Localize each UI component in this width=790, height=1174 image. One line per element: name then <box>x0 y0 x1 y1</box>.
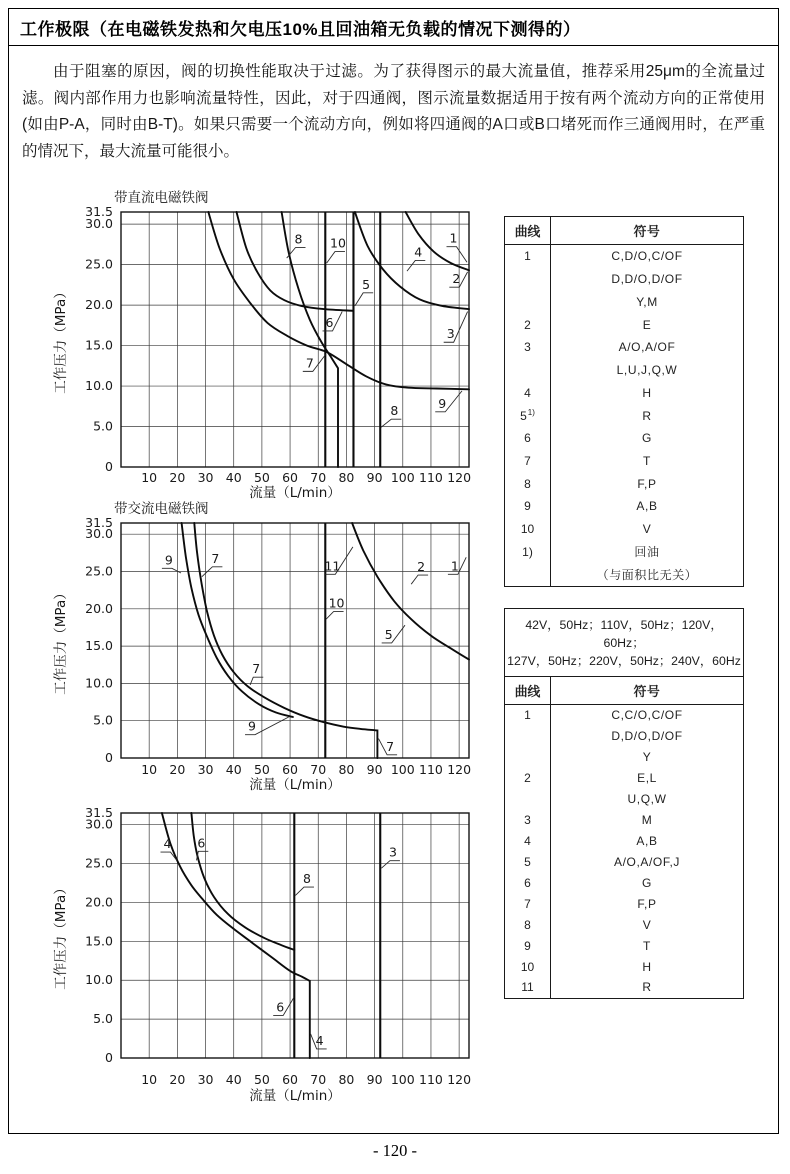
curve-number-label: 7 <box>386 738 395 754</box>
dc-table-header <box>505 217 743 245</box>
dc-header-curve: 曲线 <box>505 217 551 244</box>
svg-text:40: 40 <box>225 1072 242 1087</box>
spool-symbol-cell: U,Q,W <box>627 792 667 807</box>
x-axis-title: 流量（L/min） <box>249 1088 341 1104</box>
spool-symbol-cell: H <box>642 959 652 974</box>
curve-4 <box>162 813 310 1058</box>
curve-number-cell: 2 <box>505 313 551 336</box>
label-leader-line <box>327 252 345 263</box>
curve-number-cell: 9 <box>505 495 551 518</box>
svg-text:30: 30 <box>197 470 214 485</box>
svg-text:100: 100 <box>390 1072 415 1087</box>
svg-text:60: 60 <box>282 762 299 777</box>
svg-text:100: 100 <box>390 762 415 777</box>
ac-symbol-table <box>504 608 744 999</box>
svg-text:15.0: 15.0 <box>85 933 113 949</box>
spool-symbol-cell: C,D/O,C/OF <box>611 249 683 264</box>
y-tick-labels <box>85 805 113 1065</box>
curve-number-cell: 2 <box>505 768 551 789</box>
curve-number-cell: 1 <box>505 245 551 268</box>
spool-symbol-cell: G <box>642 431 652 446</box>
svg-text:30.0: 30.0 <box>85 526 113 542</box>
table-row <box>505 810 743 831</box>
curve-number-label: 8 <box>294 231 303 247</box>
ac-header-symbol: 符号 <box>633 684 661 699</box>
x-axis-title: 流量（L/min） <box>249 485 341 501</box>
spool-symbol-cell: V <box>642 917 652 932</box>
table-row <box>505 768 743 789</box>
curve-number-cell: 6 <box>505 872 551 893</box>
label-leader-line <box>381 419 401 427</box>
table-row <box>505 404 743 427</box>
svg-text:80: 80 <box>338 470 355 485</box>
curve-number-cell: 1) <box>505 541 551 564</box>
curve-number-label: 10 <box>330 235 346 251</box>
ac-header-curve: 曲线 <box>505 677 551 704</box>
curve-number-cell: 9 <box>505 935 551 956</box>
label-leader-line <box>411 575 428 584</box>
spool-symbol-cell: M <box>641 813 653 828</box>
spool-symbol-cell: D,D/O,D/OF <box>611 272 683 287</box>
y-tick-labels <box>85 204 113 474</box>
svg-text:50: 50 <box>253 762 270 777</box>
x-tick-labels <box>141 470 471 485</box>
svg-text:70: 70 <box>310 470 327 485</box>
svg-text:25.0: 25.0 <box>85 256 113 272</box>
curve-number-label: 1 <box>450 558 459 574</box>
svg-text:20.0: 20.0 <box>85 894 113 910</box>
curve-7 <box>194 523 377 758</box>
svg-text:0: 0 <box>105 459 113 474</box>
svg-text:20.0: 20.0 <box>85 297 113 313</box>
table-row <box>505 541 743 564</box>
svg-text:110: 110 <box>419 762 443 777</box>
curve-number-label: 2 <box>417 559 426 575</box>
curve-number-label: 5 <box>362 276 371 292</box>
y-axis-title: 工作压力（MPa） <box>53 285 69 394</box>
svg-text:80: 80 <box>338 1072 355 1087</box>
curve-number-label: 7 <box>305 355 314 371</box>
label-leader-line <box>381 861 400 869</box>
x-tick-labels <box>141 1072 471 1087</box>
curve-number-cell: 6 <box>505 427 551 450</box>
dc-symbol-table <box>504 216 744 587</box>
svg-text:60: 60 <box>282 1072 299 1087</box>
svg-text:10.0: 10.0 <box>85 378 113 394</box>
table-row <box>505 472 743 495</box>
table-row <box>505 563 743 586</box>
svg-text:120: 120 <box>447 762 472 777</box>
svg-text:5.0: 5.0 <box>93 418 113 434</box>
ac-voltage-line1: 42V，50Hz；110V，50Hz；120V，60Hz； <box>525 618 723 650</box>
page-border <box>8 8 779 1134</box>
svg-text:100: 100 <box>390 470 415 485</box>
spool-symbol-cell: （与面积比无关） <box>596 568 698 583</box>
label-leader-line <box>326 612 343 620</box>
table-row <box>505 789 743 810</box>
table-row <box>505 518 743 541</box>
curve-number-label: 9 <box>248 718 257 734</box>
curve-number-label: 2 <box>452 271 461 287</box>
label-leader-line <box>447 247 467 262</box>
svg-text:15.0: 15.0 <box>85 638 113 654</box>
svg-text:10: 10 <box>141 1072 158 1087</box>
svg-text:30: 30 <box>197 762 214 777</box>
svg-text:90: 90 <box>366 1072 383 1087</box>
curve-6 <box>237 212 354 311</box>
label-leader-line <box>250 677 263 685</box>
curve-number-label: 4 <box>315 1032 324 1048</box>
svg-text:90: 90 <box>366 762 383 777</box>
chart-title: 带交流电磁铁阀 <box>114 501 209 517</box>
y-axis-title: 工作压力（MPa） <box>53 586 69 695</box>
curve-number-label: 8 <box>302 871 311 887</box>
ac-table-header <box>505 677 743 705</box>
spool-symbol-cell: R <box>642 980 652 995</box>
y-axis-title: 工作压力（MPa） <box>53 881 69 990</box>
curve-number-cell: 7 <box>505 893 551 914</box>
svg-text:10.0: 10.0 <box>85 675 113 691</box>
ac-voltage-note <box>505 609 743 677</box>
svg-text:15.0: 15.0 <box>85 337 113 353</box>
svg-text:70: 70 <box>310 1072 327 1087</box>
svg-text:20.0: 20.0 <box>85 600 113 616</box>
curve-number-label: 9 <box>438 395 447 411</box>
spool-symbol-cell: T <box>643 938 651 953</box>
table-row <box>505 705 743 726</box>
spool-symbol-cell: 回油 <box>634 545 660 560</box>
curve-number-cell: 7 <box>505 450 551 473</box>
table-row <box>505 851 743 872</box>
label-leader-line <box>295 887 314 895</box>
table-row <box>505 450 743 473</box>
curve-number-cell: 11 <box>505 977 551 998</box>
spool-symbol-cell: Y,M <box>636 294 658 309</box>
table-row <box>505 495 743 518</box>
svg-text:25.0: 25.0 <box>85 563 113 579</box>
table-row <box>505 336 743 359</box>
svg-text:0: 0 <box>105 1050 113 1065</box>
table-row <box>505 914 743 935</box>
svg-text:50: 50 <box>253 470 270 485</box>
svg-text:31.5: 31.5 <box>85 204 113 219</box>
svg-text:30.0: 30.0 <box>85 216 113 232</box>
curve-number-cell <box>505 359 551 382</box>
dc-table-body <box>505 245 743 586</box>
svg-text:31.5: 31.5 <box>85 515 113 530</box>
curve-number-cell <box>505 726 551 747</box>
svg-text:60: 60 <box>282 470 299 485</box>
table-row <box>505 726 743 747</box>
curve-number-cell <box>505 268 551 291</box>
curve-number-cell: 4 <box>505 381 551 404</box>
x-tick-labels <box>141 762 471 777</box>
svg-text:10: 10 <box>141 762 158 777</box>
spool-symbol-cell: G <box>642 875 652 890</box>
svg-text:20: 20 <box>169 470 186 485</box>
curve-number-cell: 3 <box>505 810 551 831</box>
table-row <box>505 935 743 956</box>
y-tick-labels <box>85 515 113 765</box>
svg-text:80: 80 <box>338 762 355 777</box>
third-limit-chart <box>31 794 486 1112</box>
label-leader-line <box>407 260 425 271</box>
curve-number-cell: 8 <box>505 472 551 495</box>
curve-number-cell: 1 <box>505 705 551 726</box>
curve-9 <box>182 523 293 717</box>
chart-title: 带直流电磁铁阀 <box>114 190 209 206</box>
curve-number-label: 3 <box>388 844 397 860</box>
svg-text:120: 120 <box>447 1072 472 1087</box>
spool-symbol-cell: E <box>642 317 652 332</box>
table-row <box>505 977 743 998</box>
curve-number-label: 3 <box>446 326 455 342</box>
title-bar <box>9 9 778 46</box>
spool-symbol-cell: C,C/O,C/OF <box>611 708 683 723</box>
curve-number-cell: 5 <box>505 851 551 872</box>
table-row <box>505 956 743 977</box>
svg-text:25.0: 25.0 <box>85 855 113 871</box>
spool-symbol-cell: V <box>642 522 652 537</box>
curve-number-label: 8 <box>390 403 399 419</box>
dc-header-symbol: 符号 <box>633 224 661 239</box>
spool-symbol-cell: F,P <box>637 896 657 911</box>
curve-number-label: 7 <box>252 661 261 677</box>
spool-symbol-cell: H <box>642 385 652 400</box>
curve-number-label: 6 <box>276 999 285 1015</box>
dc-solenoid-chart <box>31 186 486 501</box>
curve-number-cell <box>505 290 551 313</box>
curve-4-3 <box>355 212 469 309</box>
svg-text:20: 20 <box>169 762 186 777</box>
spool-symbol-cell: L,U,J,Q,W <box>616 363 678 378</box>
spool-symbol-cell: D,D/O,D/OF <box>611 729 683 744</box>
table-row <box>505 831 743 852</box>
curve-number-label: 6 <box>197 835 206 851</box>
svg-text:31.5: 31.5 <box>85 805 113 820</box>
svg-text:20: 20 <box>169 1072 186 1087</box>
curve-1-2 <box>406 212 469 270</box>
ac-table-body <box>505 705 743 998</box>
curve-number-label: 6 <box>325 314 334 330</box>
table-row <box>505 893 743 914</box>
table-row <box>505 245 743 268</box>
spool-symbol-cell: R <box>642 408 652 423</box>
table-row <box>505 427 743 450</box>
table-row <box>505 313 743 336</box>
curve-number-cell: 4 <box>505 831 551 852</box>
svg-text:120: 120 <box>447 470 472 485</box>
curve-number-label: 4 <box>163 836 172 852</box>
svg-text:30.0: 30.0 <box>85 816 113 832</box>
svg-text:5.0: 5.0 <box>93 1011 113 1027</box>
ac-solenoid-chart <box>31 491 486 801</box>
body-paragraph: 由于阻塞的原因，阀的切换性能取决于过滤。为了获得图示的最大流量值，推荐采用25μm的全流量过滤。阀内部作用力也影响流量特性，因此，对于四通阀，图示流量数据适用于按有两个流动方向的正常使用(如由P-A，同时由B-T)。如果只需要一个流动方向，例如将四通阀的A口或B口堵死而作三通阀用时，在严重的情况下，最大流量可能很小。 <box>22 63 765 160</box>
page-number: - 120 - <box>373 1141 417 1160</box>
label-leader-line <box>162 568 181 573</box>
x-axis-title: 流量（L/min） <box>249 777 341 793</box>
table-row <box>505 747 743 768</box>
svg-text:10.0: 10.0 <box>85 972 113 988</box>
curve-number-label: 1 <box>449 230 458 246</box>
svg-text:110: 110 <box>419 470 443 485</box>
curve-number-cell: 8 <box>505 914 551 935</box>
curve-number-label: 10 <box>328 595 345 611</box>
table-row <box>505 872 743 893</box>
spool-symbol-cell: A,B <box>636 833 658 848</box>
svg-text:70: 70 <box>310 762 327 777</box>
curve-number-cell: 3 <box>505 336 551 359</box>
curve-number-label: 11 <box>324 558 341 574</box>
ac-voltage-line2: 127V，50Hz；220V，50Hz；240V，60Hz <box>507 654 741 668</box>
svg-text:40: 40 <box>225 470 242 485</box>
table-row <box>505 290 743 313</box>
svg-text:0: 0 <box>105 750 113 765</box>
svg-text:30: 30 <box>197 1072 214 1087</box>
table-row <box>505 381 743 404</box>
svg-text:5.0: 5.0 <box>93 712 113 728</box>
curve-number-label: 7 <box>211 550 220 566</box>
spool-symbol-cell: A,B <box>636 499 658 514</box>
curve-number-cell <box>505 747 551 768</box>
curve-number-label: 5 <box>384 626 393 642</box>
page-title: 工作极限（在电磁铁发热和欠电压10%且回油箱无负载的情况下测得的） <box>20 19 581 39</box>
spool-symbol-cell: F,P <box>637 476 657 491</box>
curve-number-label: 9 <box>164 552 173 568</box>
curve-number-label: 4 <box>414 244 423 260</box>
label-leader-line <box>355 293 373 306</box>
spool-symbol-cell: A/O,A/OF <box>618 340 676 355</box>
curve-5-1-2-11 <box>352 523 469 660</box>
spool-symbol-cell: T <box>643 453 651 468</box>
svg-text:110: 110 <box>419 1072 443 1087</box>
svg-text:50: 50 <box>253 1072 270 1087</box>
curve-number-cell: 10 <box>505 956 551 977</box>
curve-number-cell <box>505 563 551 586</box>
curve-6 <box>191 813 294 950</box>
spool-symbol-cell: A/O,A/OF,J <box>613 854 680 869</box>
spool-symbol-cell: Y <box>642 750 652 765</box>
table-row <box>505 268 743 291</box>
table-row <box>505 359 743 382</box>
svg-text:40: 40 <box>225 762 242 777</box>
svg-text:10: 10 <box>141 470 158 485</box>
curve-number-cell <box>505 789 551 810</box>
spool-symbol-cell: E,L <box>637 771 657 786</box>
svg-text:90: 90 <box>366 470 383 485</box>
curve-number-cell: 10 <box>505 518 551 541</box>
curve-number-cell: 5 1) <box>505 404 551 427</box>
